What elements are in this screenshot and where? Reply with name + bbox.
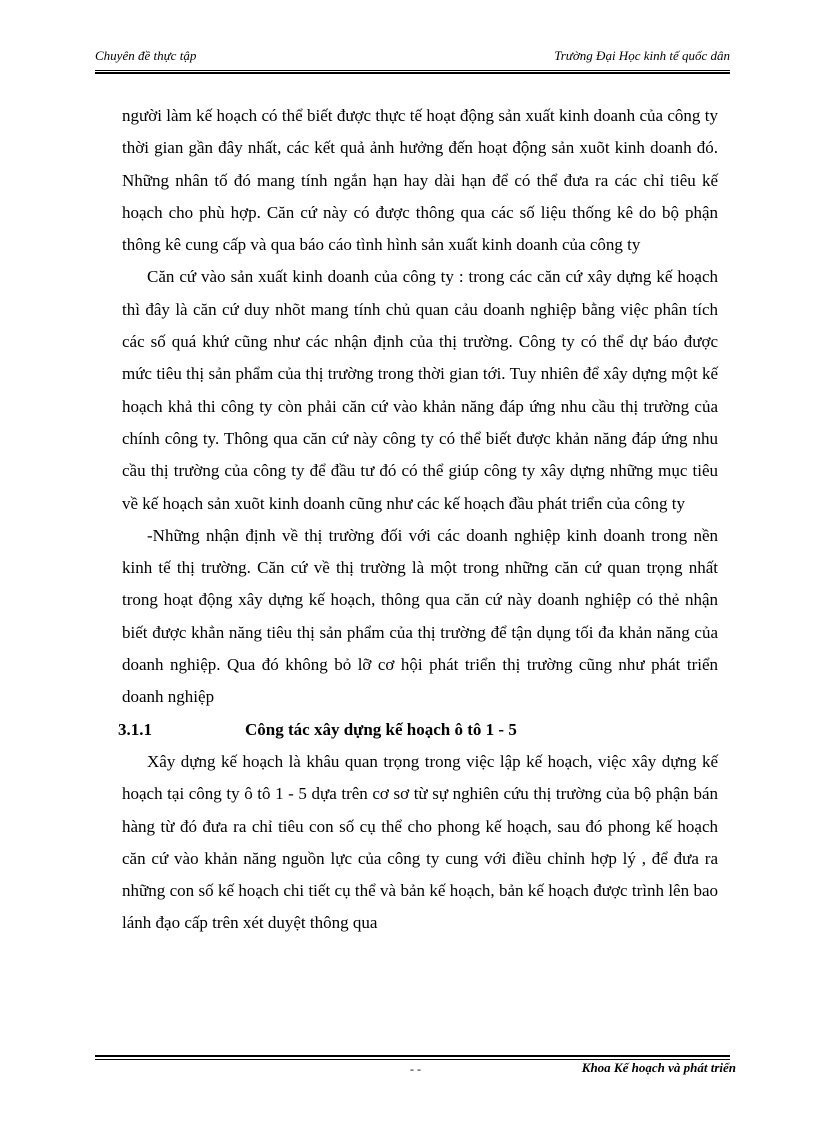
page-number: - - xyxy=(410,1062,421,1076)
document-body xyxy=(118,100,718,940)
page-header xyxy=(95,48,730,68)
header-rule-thin xyxy=(95,70,730,71)
header-rule-thick xyxy=(95,72,730,74)
paragraph-3: -Những nhận định về thị trường đối với các doanh nghiệp kinh doanh trong nền kinh tế thị trường. Căn cứ về thị trường là một trong những căn cứ quan trọng nhất trong hoạt động xây dựng kế hoạch, thông qua căn cứ này doanh nghiệp có thẻ nhận biết được khẳn năng tiêu thị sản phẩm của thị trường để tận dụng tối đa khản năng của doanh nghiệp. Qua đó không bỏ lỡ cơ hội phát triển thị trường cũng như phát triển doanh nghiệp xyxy=(122,525,718,707)
paragraph-2: Căn cứ vào sản xuất kinh doanh của công ty : trong các căn cứ xây dựng kế hoạch thì đây là căn cứ duy nhõt mang tính chủ quan cảu doanh nghiệp bằng việc phân tích các số quá khứ cũng như các nhận định của thị trường. Công ty có thể dự báo được mức tiêu thị sản phẩm của thị trường trong thời gian tới. Tuy nhiên để xây dựng một kế hoạch khả thi công ty còn phải căn cứ vào khản năng đáp ứng nhu cầu thị trường của chính công ty. Thông qua căn cứ này công ty có thể biết được khản năng đáp ứng nhu cầu thị trường của công ty để đầu tư đó có thể giúp công ty xây dựng những mục tiêu về kế hoạch sản xuõt kinh doanh cũng như các kế hoạch đầu phát triển của công ty xyxy=(122,267,718,513)
section-heading xyxy=(118,714,718,746)
header-left-text: Chuyên đề thực tập xyxy=(95,48,197,63)
section-number: 3.1.1 xyxy=(118,719,152,739)
footer-rule-thick xyxy=(95,1055,730,1057)
section-title: Công tác xây dựng kế hoạch ô tô 1 - 5 xyxy=(245,719,517,739)
paragraph-1: người làm kế hoạch có thể biết được thực tế hoạt động sản xuất kinh doanh của công ty thời gian gần đây nhất, các kết quả ảnh hưởng đến hoạt động sản xuõt kinh doanh đó. Những nhân tố đó mang tính ngắn hạn hay dài hạn để có thể đưa ra các chỉ tiêu kế hoạch cho phù hợp. Căn cứ này có được thông qua các số liệu thống kê do bộ phận thông kê cung cấp và qua báo cáo tình hình sản xuất kinh doanh của công ty xyxy=(122,106,718,255)
header-right-text: Trường Đại Học kinh tế quốc dân xyxy=(554,48,730,63)
paragraph-4: Xây dựng kế hoạch là khâu quan trọng trong việc lập kế hoạch, việc xây dựng kế hoạch tại công ty ô tô 1 - 5 dựa trên cơ sơ từ sự nghiên cứu thị trường của bộ phận bán hàng từ đó đưa ra chỉ tiêu con số cụ thể cho phong kế hoạch, sau đó phong kế hoạch căn cứ vào khản năng nguồn lực của công ty cung với điều chỉnh hợp lý , để đưa ra những con số kế hoạch chi tiết cụ thể và bản kế hoạch, bản kế hoạch được trình lên bao lánh đạo cấp trên xét duyệt thông qua xyxy=(122,751,718,933)
footer-right-text: Khoa Kế hoạch và phát triển xyxy=(581,1060,736,1075)
